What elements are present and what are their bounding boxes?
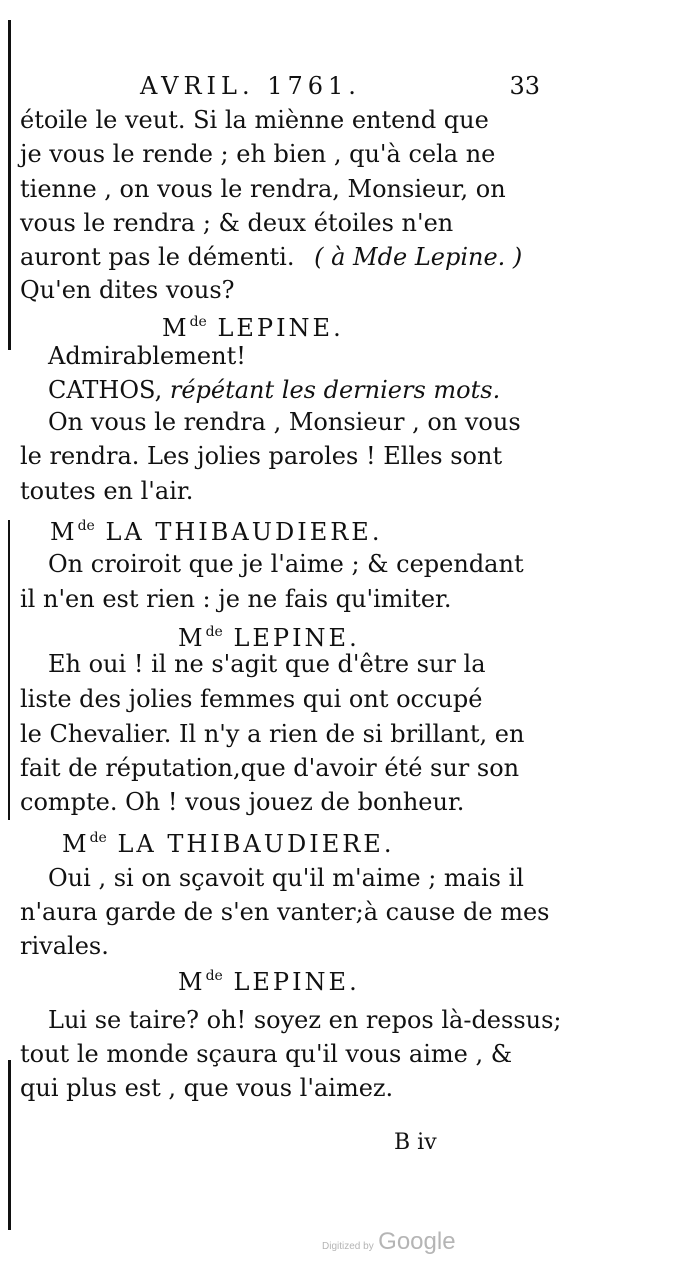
speech-line: On vous le rendra , Monsieur , on vous [48,408,521,436]
speaker-title: Mde [50,518,95,546]
speaker-title: Mde [178,968,223,996]
speaker-name: LA THIBAUDIERE. [105,518,383,546]
signature-mark: B iv [394,1130,437,1155]
speech-line: Lui se taire? oh! soyez en repos là-dessus; [48,1006,562,1034]
speaker-heading [162,306,344,344]
speech-line: il n'en est rien : je ne fais qu'imiter. [20,585,452,613]
speech-line: fait de réputation,que d'avoir été sur son [20,754,520,782]
speaker-title: Mde [178,624,223,652]
speech-line: toutes en l'air. [20,477,194,505]
watermark-prefix: Digitized by [322,1241,374,1252]
speaker-name: LEPINE. [233,624,360,652]
text-line: Qu'en dites vous? [20,276,235,304]
left-margin-rule-bottom [8,1060,11,1230]
speech-line: liste des jolies femmes qui ont occupé [20,685,483,713]
speech-line: Admirablement! [48,342,246,370]
left-margin-rule-top [8,20,11,350]
speech-line: n'aura garde de s'en vanter;à cause de mes [20,898,550,926]
speaker-title: Mde [62,830,107,858]
watermark-brand: Google [378,1228,456,1255]
speech-line: compte. Oh ! vous jouez de bonheur. [20,788,465,816]
speech-line: Oui , si on sçavoit qu'il m'aime ; mais il [48,864,524,892]
running-title: AVRIL. 1761. [140,72,361,100]
running-header [140,72,540,100]
speaker-heading [50,510,382,548]
speech-line: Eh oui ! il ne s'agit que d'être sur la [48,650,486,678]
speech-line: qui plus est , que vous l'aimez. [20,1074,394,1102]
speech-line: On croiroit que je l'aime ; & cependant [48,550,524,578]
text-line: je vous le rende ; eh bien , qu'à cela ne [20,140,496,168]
speech-line: tout le monde sçaura qu'il vous aime , & [20,1040,513,1068]
left-margin-rule-middle [8,520,10,820]
digitized-watermark [322,1228,456,1256]
stage-direction: ( à Mde Lepine. ) [314,243,523,271]
text-line: tienne , on vous le rendra, Monsieur, on [20,175,506,203]
speaker-name: LA THIBAUDIERE. [117,830,395,858]
speaker-title: Mde [162,314,207,342]
speech-line: le rendra. Les jolies paroles ! Elles sont [20,442,503,470]
stage-direction: répétant les derniers mots. [169,376,501,404]
speaker-name: LEPINE. [233,968,360,996]
page-number: 33 [509,72,540,100]
speaker-name: LEPINE. [217,314,344,342]
speaker-heading [48,374,568,406]
speaker-heading [62,822,394,860]
speech-line: rivales. [20,932,109,960]
speaker-name: CATHOS, [48,376,163,404]
text-line: vous le rendra ; & deux étoiles n'en [20,209,454,237]
text-line-content: auront pas le démenti. [20,243,295,271]
text-line: étoile le veut. Si la miènne entend que [20,106,489,134]
speaker-heading [178,960,360,998]
text-line [20,241,540,273]
speech-line: le Chevalier. Il n'y a rien de si brillant, en [20,720,525,748]
